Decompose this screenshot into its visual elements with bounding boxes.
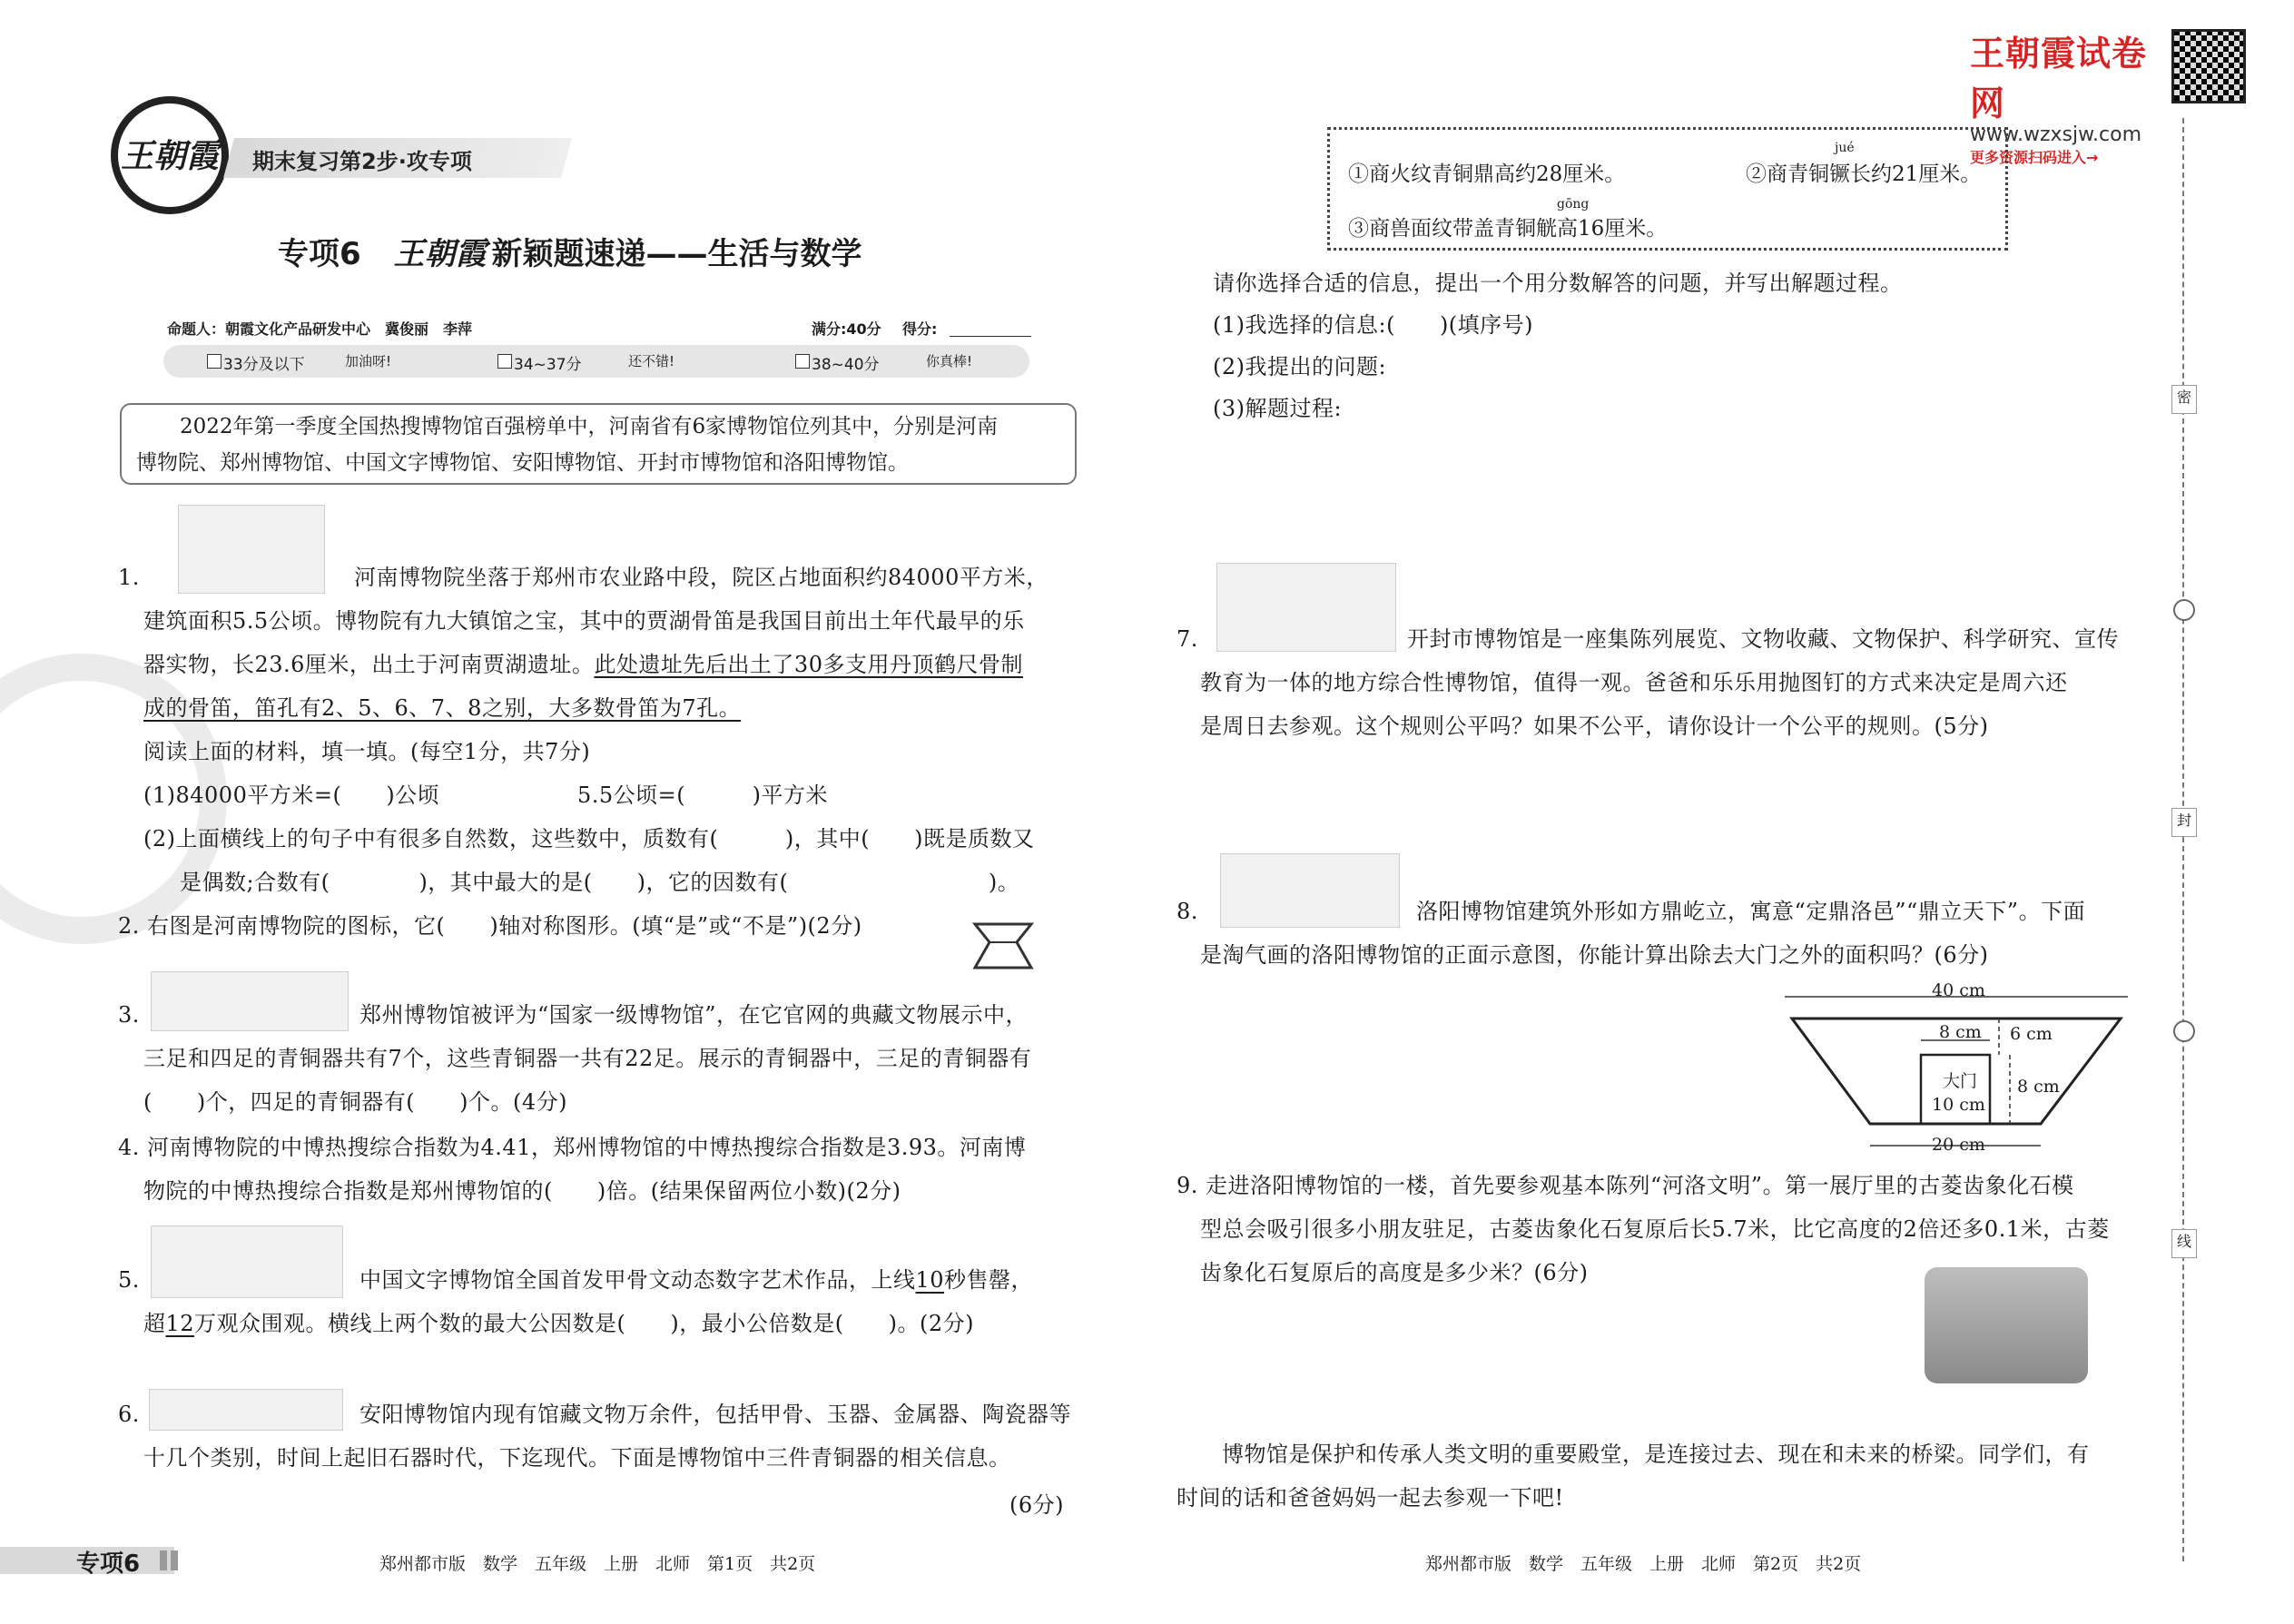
q6-score: (6分): [1009, 1492, 1064, 1518]
rating-label-1: 33分及以下: [223, 356, 305, 374]
site-more: 更多资源扫码进入→: [1970, 149, 2099, 166]
q9-line-1: 9. 走进洛阳博物馆的一楼，首先要参观基本陈列“河洛文明”。第一展厅里的古菱齿象化石模: [1177, 1173, 2074, 1198]
q6-answer-1[interactable]: (1)我选择的信息:( )(填序号): [1213, 312, 1534, 338]
q1-line-2: 建筑面积5.5公顷。博物院有九大镇馆之宝，其中的贾湖骨笛是我国目前出土年代最早的乐: [143, 608, 1025, 634]
q1-part2-b[interactable]: 是偶数;合数有( )，其中最大的是( )，它的因数有( )。: [180, 870, 1020, 895]
museum-image-luoyang: [1220, 853, 1400, 928]
museum-image-chinese-characters: [151, 1225, 343, 1298]
q5-line-1: [359, 1258, 1033, 1302]
q5-number-12: 12: [165, 1311, 195, 1336]
q3-line-3[interactable]: ( )个，四足的青铜器有( )个。(4分): [143, 1089, 567, 1115]
q4-line-2[interactable]: 物院的中博热搜综合指数是郑州博物馆的( )倍。(结果保留两位小数)(2分): [143, 1178, 901, 1204]
side-mark-3: 线: [2171, 1229, 2197, 1258]
q6-answer-2[interactable]: (2)我提出的问题:: [1213, 354, 1387, 379]
museum-image-zhengzhou: [151, 971, 349, 1031]
intro-line-2: 博物院、郑州博物馆、中国文字博物馆、安阳博物馆、开封市博物馆和洛阳博物馆。: [136, 451, 909, 475]
q5-number-10: 10: [915, 1267, 945, 1293]
q1-line-4: 成的骨笛，笛孔有2、5、6、7、8之别，大多数骨笛为7孔。: [143, 695, 742, 721]
q1-num: 1.: [118, 565, 140, 590]
score-blank[interactable]: [950, 336, 1031, 337]
checkbox-2[interactable]: [497, 354, 512, 369]
q9-line-2: 型总会吸引很多小朋友驻足，古菱齿象化石复原后长5.7米，比它高度的2倍还多0.1米，古菱: [1200, 1216, 2110, 1242]
q1-line-3: [143, 643, 1023, 686]
q3-line-1: 郑州博物馆被评为“国家一级博物馆”，在它官网的典藏文物展示中，: [359, 1002, 1029, 1028]
q3-line-2: 三足和四足的青铜器共有7个，这些青铜器一共有22足。展示的青铜器中，三足的青铜器有: [143, 1046, 1032, 1071]
q3-num: 3.: [118, 1002, 140, 1028]
side-mark-2: 封: [2171, 808, 2197, 837]
qr-code-icon[interactable]: [2171, 29, 2246, 103]
q1-part2-a[interactable]: (2)上面横线上的句子中有很多自然数，这些数中，质数有( )，其中( )既是质数又: [143, 826, 1035, 851]
dim-door-width: 8 cm: [1939, 1022, 1982, 1042]
q4-line-1: 4. 河南博物院的中博热搜综合指数为4.41，郑州博物馆的中博热搜综合指数是3.93。河南博: [118, 1135, 1027, 1160]
footer-left-text: 郑州都市版 数学 五年级 上册 北师 第1页 共2页: [379, 1554, 816, 1574]
q9-line-3[interactable]: 齿象化石复原后的高度是多少米？(6分): [1200, 1260, 1589, 1285]
footer-tab: 专项6: [76, 1550, 141, 1578]
binding-line: [2182, 118, 2184, 1561]
binding-circle-icon-1: [2173, 599, 2195, 621]
q6-info-2: ②商青铜镢长约21厘米。: [1746, 162, 1982, 186]
title-brand: 王朝霞: [393, 236, 487, 272]
museum-image-henan: [178, 505, 325, 594]
q6-ask: 请你选择合适的信息，提出一个用分数解答的问题，并写出解题过程。: [1213, 271, 1903, 296]
rating-comment-1: 加油呀!: [345, 353, 392, 369]
score-got: 得分:: [902, 320, 938, 338]
dim-top: 40 cm: [1932, 980, 1985, 1000]
site-name: 王朝霞试卷网: [1970, 34, 2148, 123]
q7-line-1: 开封市博物馆是一座集陈列展览、文物收藏、文物保护、科学研究、宣传: [1407, 626, 2119, 652]
closing-line-1: 博物馆是保护和传承人类文明的重要殿堂，是连接过去、现在和未来的桥梁。同学们，有: [1222, 1442, 2090, 1467]
q8-line-2[interactable]: 是淘气画的洛阳博物馆的正面示意图，你能计算出除去大门之外的面积吗？(6分): [1200, 942, 1989, 968]
q6-info-3-pinyin: gōng: [1557, 197, 1590, 212]
title-main: 新颖题速递——生活与数学: [491, 236, 862, 272]
q6-info-1: ①商火纹青铜鼎高约28厘米。: [1348, 162, 1626, 186]
q1-instruction: 阅读上面的材料，填一填。(每空1分，共7分): [143, 739, 591, 764]
q1-line-3b: 此处遗址先后出土了30多支用丹顶鹤尺骨制: [594, 652, 1023, 677]
footer-squares-icon: [160, 1550, 180, 1570]
checkbox-3[interactable]: [795, 354, 810, 369]
fossil-photo: [1925, 1267, 2088, 1383]
q1-part1-b[interactable]: 5.5公顷=( )平方米: [577, 782, 829, 808]
q7-line-3[interactable]: 是周日去参观。这个规则公平吗？如果不公平，请你设计一个公平的规则。(5分): [1200, 714, 1989, 739]
henan-museum-emblem-icon: [964, 920, 1042, 971]
q7-num: 7.: [1177, 626, 1198, 652]
dim-height-right: 8 cm: [2017, 1077, 2060, 1097]
q6-info-2-pinyin: jué: [1835, 141, 1855, 155]
rating-label-3: 38~40分: [812, 356, 880, 374]
q1-line-1: 河南博物院坐落于郑州市农业路中段，院区占地面积约84000平方米，: [354, 565, 1049, 590]
q6-line-1: 安阳博物馆内现有馆藏文物万余件，包括甲骨、玉器、金属器、陶瓷器等: [359, 1402, 1071, 1427]
q8-num: 8.: [1177, 899, 1198, 924]
logo-text: 王朝霞: [120, 137, 219, 175]
q1-line-3a: 器实物，长23.6厘米，出土于河南贾湖遗址。: [143, 652, 595, 677]
intro-line-1: 2022年第一季度全国热搜博物馆百强榜单中，河南省有6家博物馆位列其中，分别是河南: [180, 415, 999, 438]
stage-banner-label: 期末复习第2步·攻专项: [252, 149, 472, 174]
q5-line-2b: 万观众围观。横线上两个数的最大公因数是( )，最小公倍数是( )。(2分): [194, 1311, 974, 1336]
dim-door-label: 大门: [1943, 1071, 1978, 1091]
rating-comment-2: 还不错!: [628, 353, 675, 369]
dim-bottom: 20 cm: [1932, 1135, 1985, 1155]
page-title: [278, 229, 862, 273]
museum-image-anyang: [149, 1389, 343, 1431]
title-prefix: 专项6: [278, 236, 361, 272]
side-mark-1: 密: [2171, 385, 2197, 414]
rating-label-2: 34~37分: [514, 356, 582, 374]
q5-line-1a: 中国文字博物馆全国首发甲骨文动态数字艺术作品，上线: [359, 1267, 916, 1293]
dim-door-height: 10 cm: [1932, 1095, 1985, 1115]
q5-line-2[interactable]: [143, 1302, 974, 1345]
q5-num: 5.: [118, 1267, 140, 1293]
logo-seal-icon: [111, 96, 229, 214]
q1-part1-a[interactable]: (1)84000平方米=( )公顷: [143, 782, 440, 808]
author-line: 命题人：朝霞文化产品研发中心 冀俊丽 李萍: [167, 320, 473, 338]
footer-right-text: 郑州都市版 数学 五年级 上册 北师 第2页 共2页: [1425, 1554, 1862, 1574]
binding-circle-icon-2: [2173, 1020, 2195, 1042]
q6-answer-3[interactable]: (3)解题过程:: [1213, 396, 1343, 421]
score-total: 满分:40分: [812, 320, 881, 338]
closing-line-2: 时间的话和爸爸妈妈一起去参观一下吧!: [1177, 1485, 1564, 1511]
q6-info-box: [1327, 127, 2008, 251]
q5-line-2a: 超: [143, 1311, 166, 1336]
q8-line-1: 洛阳博物馆建筑外形如方鼎屹立，寓意“定鼎洛邑”“鼎立天下”。下面: [1416, 899, 2086, 924]
intro-box: [120, 403, 1077, 485]
q6-line-2: 十几个类别，时间上起旧石器时代，下迄现代。下面是博物馆中三件青铜器的相关信息。: [143, 1445, 1011, 1471]
q7-line-2: 教育为一体的地方综合性博物馆，值得一观。爸爸和乐乐用抛图钉的方式来决定是周六还: [1200, 670, 2068, 695]
site-url: www.wzxsjw.com: [1970, 123, 2142, 146]
q2-text[interactable]: 2. 右图是河南博物院的图标，它( )轴对称图形。(填“是”或“不是”)(2分): [118, 913, 862, 939]
checkbox-1[interactable]: [207, 354, 222, 369]
museum-image-kaifeng: [1216, 563, 1396, 652]
q5-line-1b: 秒售罄，: [944, 1267, 1034, 1293]
rating-comment-3: 你真棒!: [926, 353, 973, 369]
q6-num: 6.: [118, 1402, 140, 1427]
rating-bar: [163, 345, 1029, 378]
q6-info-3: ③商兽面纹带盖青铜觥高16厘米。: [1348, 217, 1668, 241]
dim-height-top: 6 cm: [2010, 1024, 2053, 1044]
